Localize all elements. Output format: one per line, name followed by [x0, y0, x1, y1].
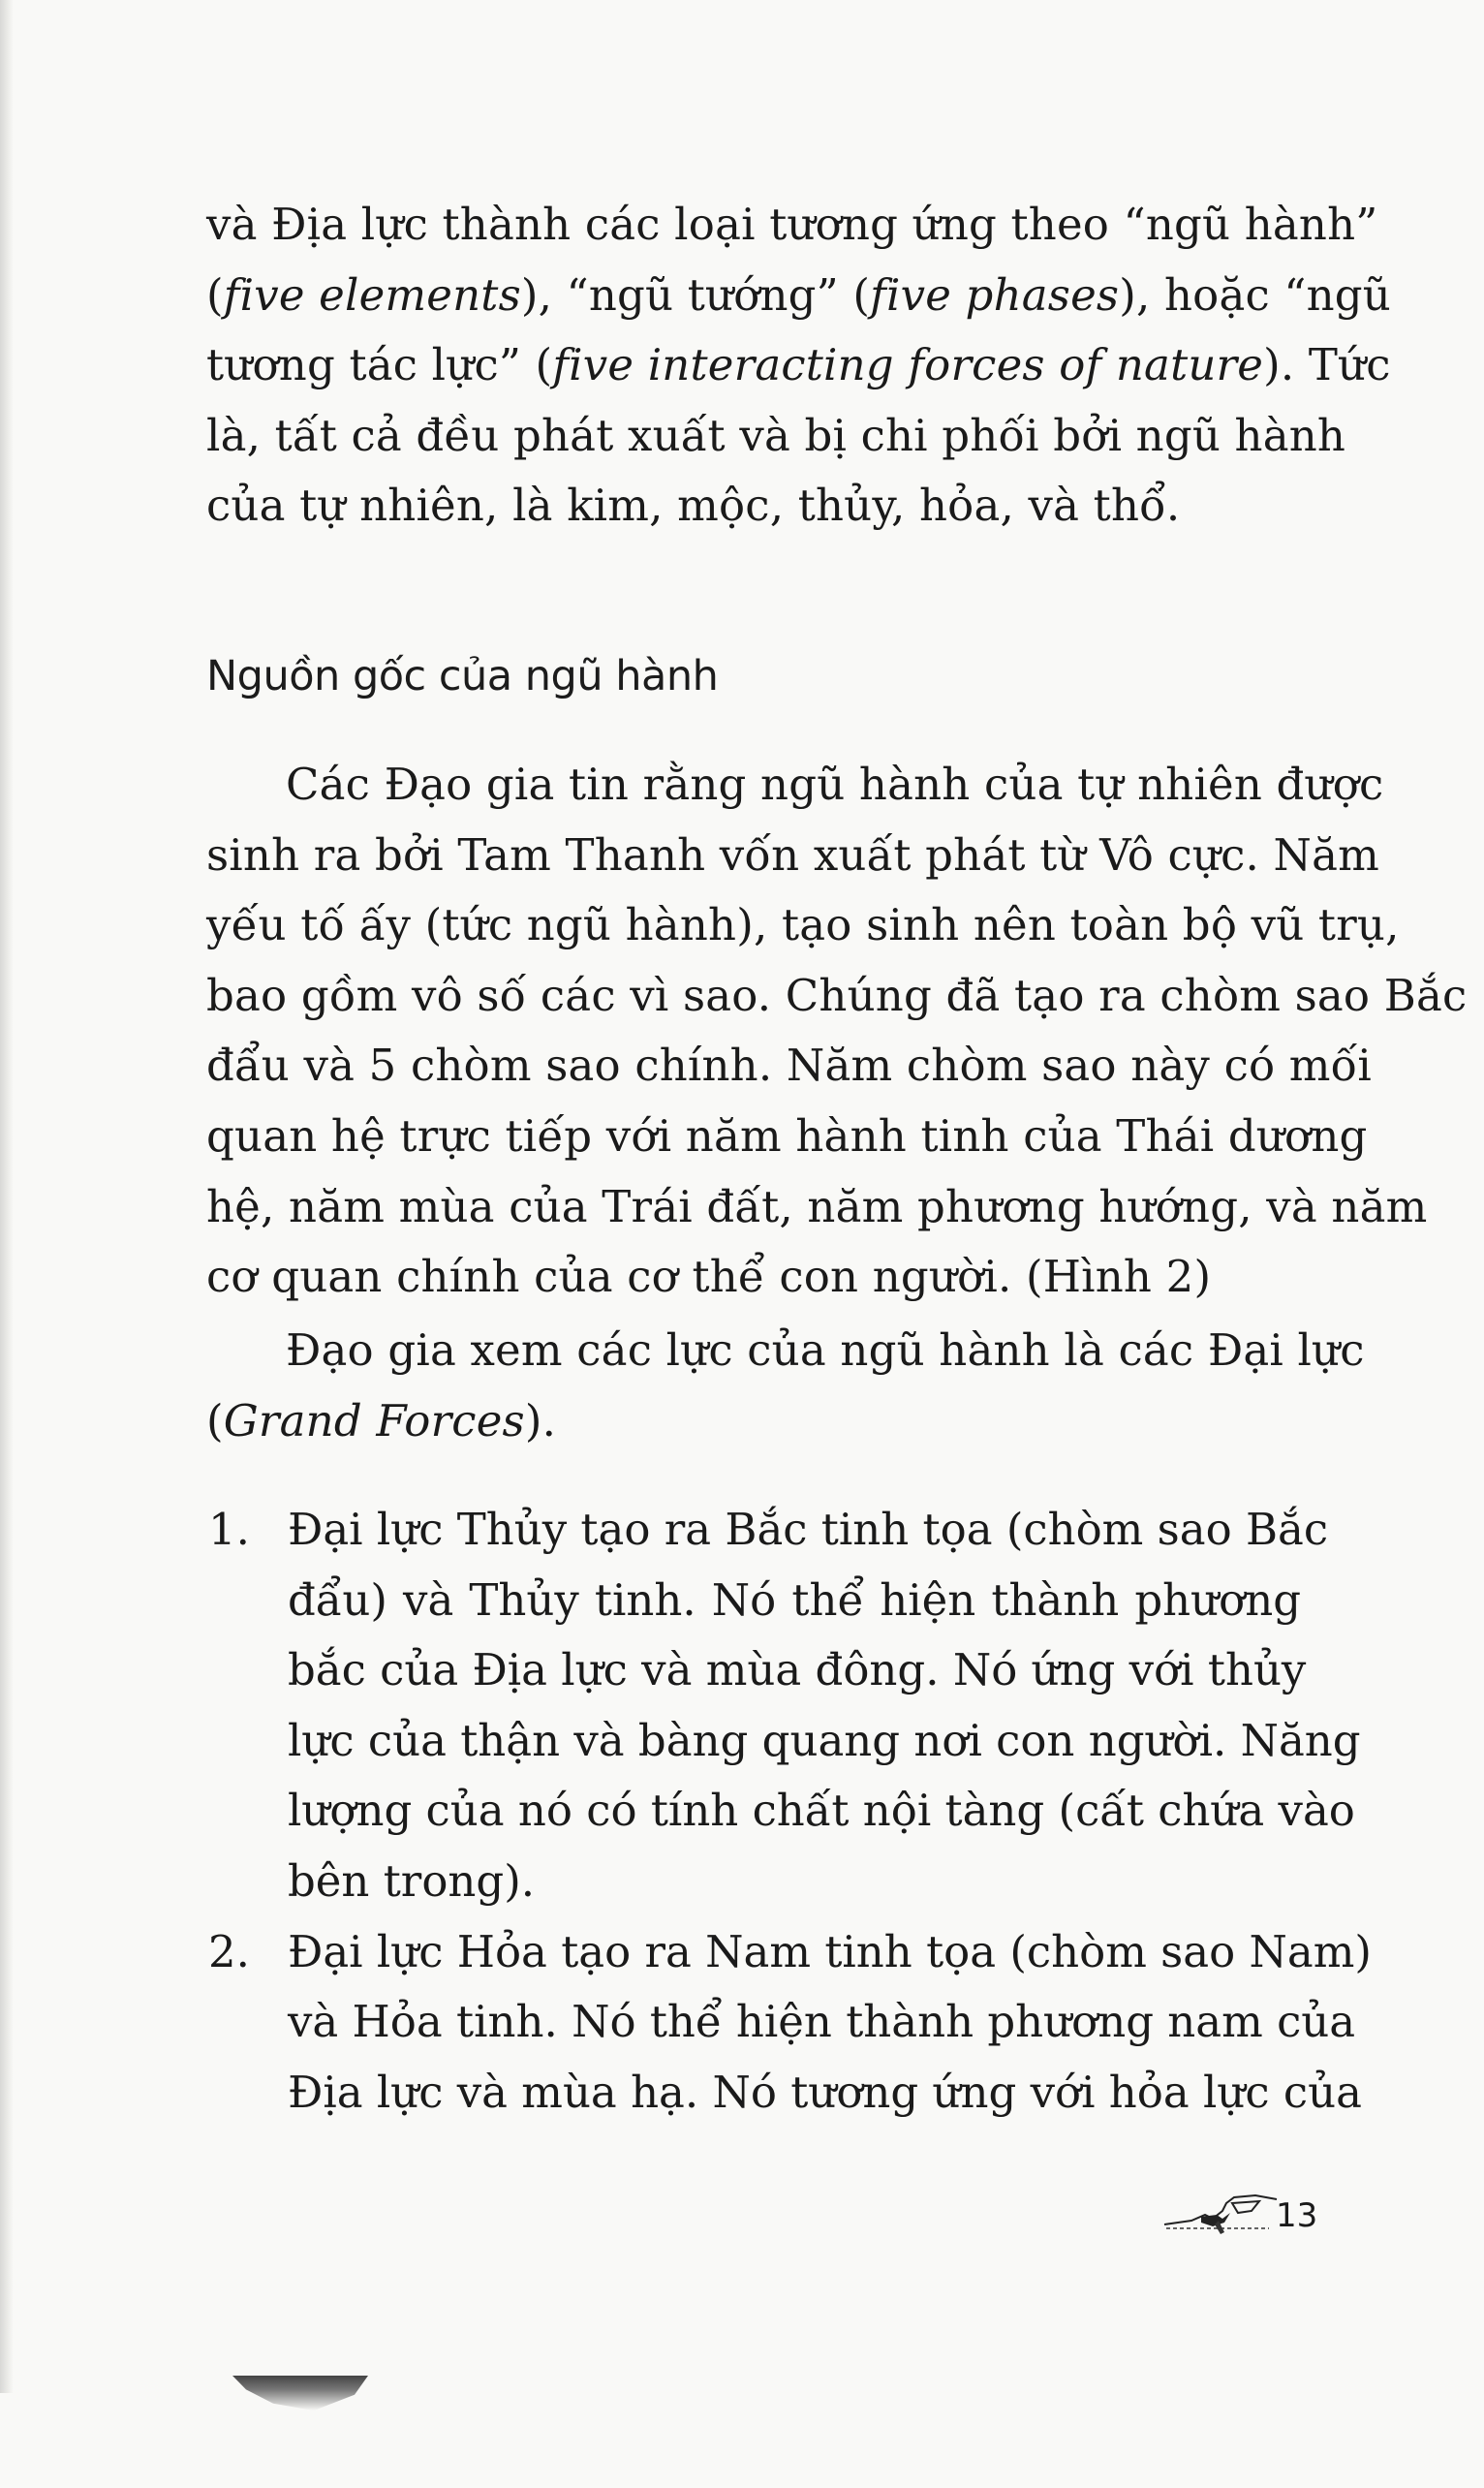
- list-item-line: đẩu) và Thủy tinh. Nó thể hiện thành phương: [288, 1573, 1301, 1626]
- paragraph-line: quan hệ trực tiếp với năm hành tinh của Thái dương: [206, 1109, 1368, 1162]
- list-item-line: lượng của nó có tính chất nội tàng (cất chứa vào: [288, 1785, 1355, 1837]
- paragraph-text: (: [206, 1394, 224, 1446]
- page-number: 13: [1276, 2196, 1318, 2235]
- origin-paragraph: [206, 750, 1468, 1313]
- intro-line: [206, 330, 1391, 401]
- list-item: [206, 1495, 1361, 1917]
- list-item-line: và Hỏa tinh. Nó thể hiện thành phương nam của: [288, 1996, 1356, 2048]
- section-heading: Nguồn gốc của ngũ hành: [206, 652, 719, 700]
- intro-text: tương tác lực” (: [206, 339, 553, 391]
- intro-text: ), “ngũ tướng” (: [520, 268, 871, 321]
- paragraph-text: ).: [524, 1394, 557, 1446]
- intro-text: của tự nhiên, là kim, mộc, thủy, hỏa, và thổ.: [206, 480, 1181, 532]
- intro-text: (: [206, 268, 224, 321]
- intro-paragraph: [206, 190, 1391, 542]
- paragraph-line: [206, 1386, 1301, 1457]
- list-item-line: Địa lực và mùa hạ. Nó tương ứng với hỏa lực của: [288, 2066, 1362, 2118]
- list-item-number: 2.: [208, 1925, 250, 1977]
- intro-italic-term: five elements: [223, 268, 521, 321]
- bird-ornament-icon: [1162, 2190, 1279, 2242]
- intro-line: [206, 190, 1378, 261]
- list-item-number: 1.: [208, 1504, 250, 1555]
- intro-line: [206, 261, 1391, 331]
- grand-forces-paragraph: [206, 1316, 1365, 1456]
- intro-italic-term: five phases: [870, 268, 1120, 321]
- paragraph-line: Đạo gia xem các lực của ngũ hành là các Đại lực: [286, 1324, 1365, 1376]
- paragraph-line: yếu tố ấy (tức ngũ hành), tạo sinh nên toàn bộ vũ trụ,: [206, 899, 1400, 951]
- intro-text: là, tất cả đều phát xuất và bị chi phối bởi ngũ hành: [206, 409, 1346, 461]
- paragraph-line: đẩu và 5 chòm sao chính. Năm chòm sao này có mối: [206, 1040, 1372, 1092]
- list-item-line: Đại lực Hỏa tạo ra Nam tinh tọa (chòm sao Nam): [288, 1925, 1372, 1977]
- paragraph-line: hệ, năm mùa của Trái đất, năm phương hướng, và năm: [206, 1180, 1428, 1232]
- list-item-line: bắc của Địa lực và mùa đông. Nó ứng với thủy: [288, 1644, 1307, 1696]
- paragraph-line: cơ quan chính của cơ thể con người. (Hình 2): [206, 1251, 1212, 1303]
- paragraph-line: bao gồm vô số các vì sao. Chúng đã tạo ra chòm sao Bắc: [206, 969, 1468, 1021]
- paragraph-line: Các Đạo gia tin rằng ngũ hành của tự nhiên được: [286, 759, 1384, 810]
- page-bottom-shadow: [232, 2376, 368, 2410]
- intro-text: ), hoặc “ngũ: [1119, 268, 1391, 321]
- intro-italic-term: five interacting forces of nature: [552, 339, 1264, 391]
- list-item-line: bên trong).: [288, 1854, 536, 1907]
- intro-text: ). Tức: [1263, 339, 1391, 391]
- page-footer: [1162, 2190, 1317, 2242]
- list-item: [206, 1917, 1372, 2129]
- intro-text: và Địa lực thành các loại tương ứng theo “ngũ hành”: [206, 199, 1378, 250]
- paragraph-line: sinh ra bởi Tam Thanh vốn xuất phát từ Vô cực. Năm: [206, 828, 1379, 881]
- page-edge-shadow: [0, 0, 14, 2393]
- list-item-line: lực của thận và bàng quang nơi con người. Năng: [288, 1714, 1361, 1766]
- list-item-line: Đại lực Thủy tạo ra Bắc tinh tọa (chòm sao Bắc: [288, 1504, 1329, 1555]
- intro-line: [206, 401, 1346, 472]
- grand-forces-term: Grand Forces: [223, 1394, 525, 1446]
- intro-line: [206, 471, 1301, 542]
- grand-forces-list: [206, 1495, 1372, 2128]
